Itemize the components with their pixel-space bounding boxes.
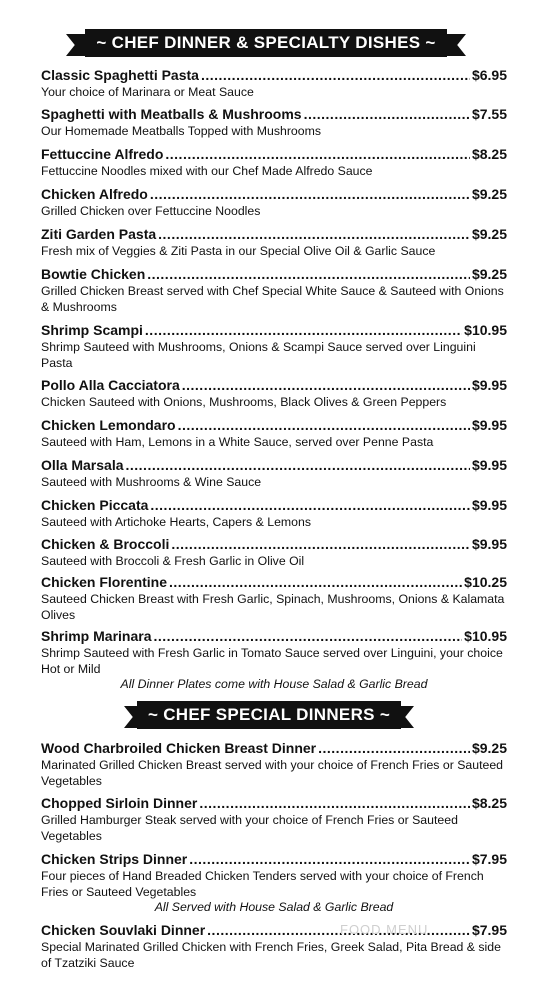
dot-leader	[150, 186, 470, 203]
dot-leader	[171, 536, 470, 553]
dot-leader	[126, 457, 470, 474]
item-price: $6.95	[471, 67, 507, 83]
item-price: $10.25	[464, 574, 507, 590]
item-description: Grilled Chicken over Fettuccine Noodles	[41, 204, 261, 218]
item-description: Grilled Hamburger Steak served with your choice of French Fries or Sauteed Vegetables	[41, 813, 458, 843]
item-description: Fettuccine Noodles mixed with our Chef Made Alfredo Sauce	[41, 164, 373, 178]
item-description: Sauteed with Broccoli & Fresh Garlic in Olive Oil	[41, 554, 305, 568]
dot-leader	[153, 628, 462, 645]
menu-item	[41, 106, 507, 140]
dot-leader	[165, 146, 470, 163]
item-description: Shrimp Sauteed with Fresh Garlic in Tomato Sauce served over Linguini, your choice Hot or Mild	[41, 646, 503, 676]
item-description: Sauteed with Mushrooms & Wine Sauce	[41, 475, 262, 489]
menu-item	[41, 67, 507, 101]
dot-leader	[145, 322, 462, 339]
dot-leader	[207, 922, 470, 939]
item-description: Sauteed Chicken Breast with Fresh Garlic, Spinach, Mushrooms, Onions & Kalamata Olives	[41, 592, 505, 622]
dot-leader	[318, 740, 470, 757]
item-price: $9.25	[471, 266, 507, 282]
dot-leader	[199, 795, 470, 812]
item-price: $7.95	[471, 922, 507, 938]
dot-leader	[189, 851, 470, 868]
menu-item	[41, 574, 507, 623]
item-name: Shrimp Marinara	[41, 628, 152, 644]
item-price: $8.25	[471, 146, 507, 162]
menu-item	[41, 922, 507, 971]
item-name: Chicken Piccata	[41, 497, 149, 513]
dot-leader	[178, 417, 470, 434]
menu-item	[41, 146, 507, 180]
dot-leader	[304, 106, 470, 123]
section-note: All Dinner Plates come with House Salad & Garlic Bread	[120, 677, 428, 691]
section-banner-chef-dinner	[66, 28, 466, 58]
item-name: Chicken Strips Dinner	[41, 851, 188, 867]
item-description: Your choice of Marinara or Meat Sauce	[41, 85, 254, 99]
item-name: Classic Spaghetti Pasta	[41, 67, 199, 83]
item-description: Special Marinated Grilled Chicken with French Fries, Greek Salad, Pita Bread & side of Tzatziki Sauce	[41, 940, 501, 970]
item-name: Chicken Souvlaki Dinner	[41, 922, 206, 938]
item-description: Grilled Chicken Breast served with Chef Special White Sauce & Sauteed with Onions & Mushrooms	[41, 284, 504, 314]
section-title: ~ CHEF SPECIAL DINNERS ~	[137, 701, 401, 729]
item-price: $9.95	[471, 417, 507, 433]
item-price: $10.95	[464, 628, 507, 644]
item-description: Sauteed with Ham, Lemons in a White Sauce, served over Penne Pasta	[41, 435, 434, 449]
menu-item	[41, 377, 507, 411]
item-name: Fettuccine Alfredo	[41, 146, 164, 162]
menu-item	[41, 417, 507, 451]
menu-item	[41, 266, 507, 315]
watermark: FOOD MENU	[340, 922, 429, 937]
dot-leader	[147, 266, 470, 283]
menu-item	[41, 795, 507, 844]
menu-item	[41, 628, 507, 677]
section-title: ~ CHEF DINNER & SPECIALTY DISHES ~	[85, 29, 446, 57]
dot-leader	[201, 67, 470, 84]
item-name: Chicken Alfredo	[41, 186, 148, 202]
ribbon-right	[444, 34, 466, 56]
menu-item	[41, 457, 507, 491]
menu-item	[41, 226, 507, 260]
item-description: Marinated Grilled Chicken Breast served with your choice of French Fries or Sauteed Vegetables	[41, 758, 504, 788]
item-name: Chicken Lemondaro	[41, 417, 176, 433]
item-price: $7.55	[471, 106, 507, 122]
dot-leader	[182, 377, 470, 394]
item-description: Shrimp Sauteed with Mushrooms, Onions & Scampi Sauce served over Linguini Pasta	[41, 340, 476, 370]
item-price: $7.95	[471, 851, 507, 867]
item-price: $10.95	[464, 322, 507, 338]
item-name: Wood Charbroiled Chicken Breast Dinner	[41, 740, 317, 756]
item-name: Chopped Sirloin Dinner	[41, 795, 198, 811]
item-description: Chicken Sauteed with Onions, Mushrooms, Black Olives & Green Peppers	[41, 395, 447, 409]
menu-item	[41, 851, 507, 900]
item-description: Sauteed with Artichoke Hearts, Capers & Lemons	[41, 515, 311, 529]
item-price: $9.95	[471, 536, 507, 552]
item-price: $9.95	[471, 377, 507, 393]
item-price: $9.95	[471, 457, 507, 473]
menu-item	[41, 322, 507, 371]
item-price: $9.25	[471, 186, 507, 202]
item-description: Four pieces of Hand Breaded Chicken Tenders served with your choice of French Fries or Sauteed Vegetables	[41, 869, 484, 899]
item-name: Pollo Alla Cacciatora	[41, 377, 180, 393]
menu-item	[41, 536, 507, 570]
menu-item	[41, 186, 507, 220]
item-name: Chicken Florentine	[41, 574, 168, 590]
menu-item	[41, 740, 507, 789]
item-name: Ziti Garden Pasta	[41, 226, 157, 242]
item-price: $9.95	[471, 497, 507, 513]
item-price: $9.25	[471, 740, 507, 756]
section-note: All Served with House Salad & Garlic Bread	[154, 900, 394, 914]
item-description: Our Homemade Meatballs Topped with Mushrooms	[41, 124, 321, 138]
item-name: Bowtie Chicken	[41, 266, 146, 282]
item-price: $9.25	[471, 226, 507, 242]
menu-item	[41, 497, 507, 531]
item-price: $8.25	[471, 795, 507, 811]
item-name: Chicken & Broccoli	[41, 536, 170, 552]
item-description: Fresh mix of Veggies & Ziti Pasta in our Special Olive Oil & Garlic Sauce	[41, 244, 436, 258]
dot-leader	[169, 574, 462, 591]
section-banner-chef-special	[124, 700, 414, 730]
item-name: Olla Marsala	[41, 457, 124, 473]
dot-leader	[150, 497, 470, 514]
dot-leader	[158, 226, 470, 243]
item-name: Spaghetti with Meatballs & Mushrooms	[41, 106, 302, 122]
item-name: Shrimp Scampi	[41, 322, 143, 338]
